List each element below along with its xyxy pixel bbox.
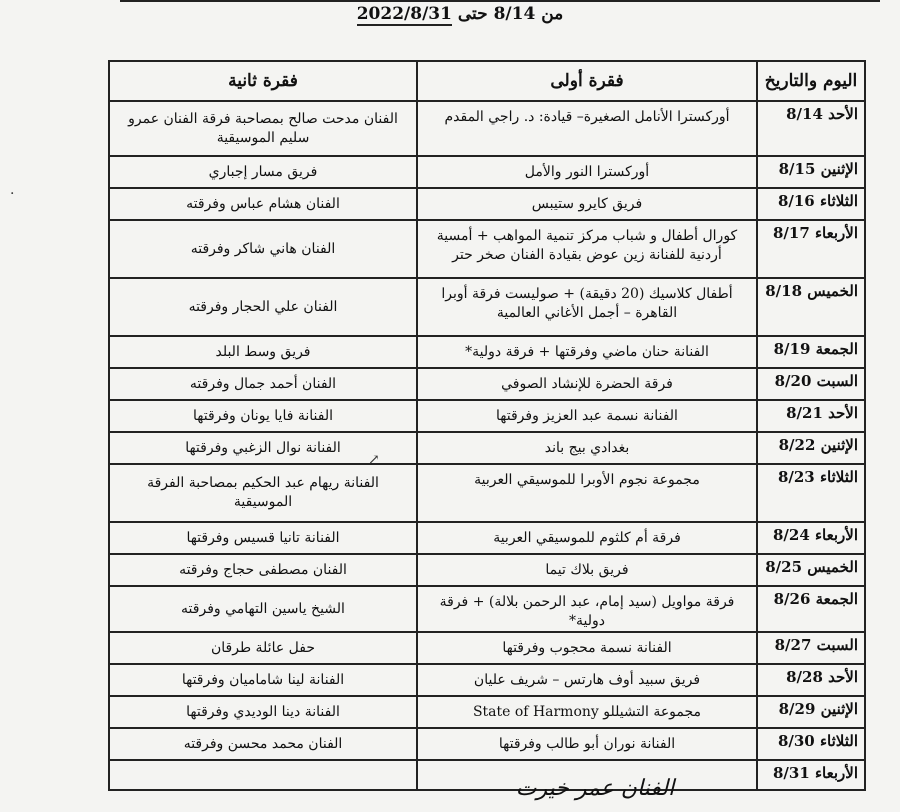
row-first-segment: فريق سبيد أوف هارتس – شريف عليان <box>417 664 757 696</box>
row-second-segment: الفنانة دينا الوديدي وفرقتها <box>109 696 417 728</box>
row-day: الأحد 8/21 <box>757 400 865 432</box>
table-row <box>109 101 865 156</box>
table-row <box>109 696 865 728</box>
table-row <box>109 220 865 278</box>
header-second-segment: فقرة ثانية <box>109 61 417 101</box>
row-first-segment: الفنانة حنان ماضي وفرقتها + فرقة دولية* <box>417 336 757 368</box>
table-row <box>109 522 865 554</box>
table-row <box>109 586 865 632</box>
row-first-segment: فرقة الحضرة للإنشاد الصوفي <box>417 368 757 400</box>
row-second-segment: الفنان مصطفى حجاج وفرقته <box>109 554 417 586</box>
row-day: الأحد 8/14 <box>757 101 865 156</box>
row-first-segment: الفنانة نسمة محجوب وفرقتها <box>417 632 757 664</box>
row-day: الخميس 8/18 <box>757 278 865 336</box>
row-first-segment: بغدادي بيج باند <box>417 432 757 464</box>
row-second-segment: الفنانة فايا يونان وفرقتها <box>109 400 417 432</box>
row-first-segment: الفنانة نوران أبو طالب وفرقتها <box>417 728 757 760</box>
row-first-segment: أوركسترا الأنامل الصغيرة– قيادة: د. راجي المقدم <box>417 101 757 156</box>
row-second-segment: الفنانة تانيا قسيس وفرقتها <box>109 522 417 554</box>
row-first-segment: الفنانة نسمة عبد العزيز وفرقتها <box>417 400 757 432</box>
date-range-from: من 8/14 <box>493 4 564 24</box>
row-first-segment: فريق بلاك تيما <box>417 554 757 586</box>
table-row <box>109 400 865 432</box>
table-row <box>109 632 865 664</box>
row-day: الإثنين 8/29 <box>757 696 865 728</box>
row-day: السبت 8/27 <box>757 632 865 664</box>
row-second-segment: الفنان مدحت صالح بمصاحبة فرقة الفنان عمرو سليم الموسيقية <box>109 101 417 156</box>
top-rule <box>120 0 880 2</box>
row-day: الثلاثاء 8/30 <box>757 728 865 760</box>
table-row <box>109 156 865 188</box>
header-day-date: اليوم والتاريخ <box>757 61 865 101</box>
table-row <box>109 554 865 586</box>
concert-schedule-table <box>108 60 866 791</box>
row-second-segment: الفنان علي الحجار وفرقته <box>109 278 417 336</box>
row-day: الإثنين 8/22 <box>757 432 865 464</box>
date-range-subtitle <box>330 4 590 30</box>
header-first-segment: فقرة أولى <box>417 61 757 101</box>
row-day: الجمعة 8/26 <box>757 586 865 632</box>
row-first-segment: فرقة مواويل (سيد إمام، عبد الرحمن بلالة) + فرقة دولية* <box>417 586 757 632</box>
row-second-segment <box>109 760 417 790</box>
table-row <box>109 432 865 464</box>
row-first-segment: فرقة أم كلثوم للموسيقي العربية <box>417 522 757 554</box>
row-second-segment: الفنان محمد محسن وفرقته <box>109 728 417 760</box>
row-second-segment: فريق وسط البلد <box>109 336 417 368</box>
table-row <box>109 278 865 336</box>
row-day: الخميس 8/25 <box>757 554 865 586</box>
row-day: الأربعاء 8/24 <box>757 522 865 554</box>
row-second-segment: الفنان هاني شاكر وفرقته <box>109 220 417 278</box>
row-day: السبت 8/20 <box>757 368 865 400</box>
pen-mark: ↗ <box>368 452 380 468</box>
table-header-row <box>109 61 865 101</box>
row-second-segment: حفل عائلة طرقان <box>109 632 417 664</box>
date-range-until: حتى <box>457 4 488 24</box>
row-second-segment: الفنان أحمد جمال وفرقته <box>109 368 417 400</box>
row-day: الثلاثاء 8/23 <box>757 464 865 522</box>
row-second-segment: الفنان هشام عباس وفرقته <box>109 188 417 220</box>
row-day: الأربعاء 8/31 <box>757 760 865 790</box>
row-day: الأربعاء 8/17 <box>757 220 865 278</box>
margin-mark: · <box>10 186 15 202</box>
row-day: الثلاثاء 8/16 <box>757 188 865 220</box>
date-range-end: 2022/8/31 <box>356 4 452 24</box>
table-row <box>109 336 865 368</box>
row-first-segment: مجموعة التشيللو State of Harmony <box>417 696 757 728</box>
handwritten-signature: الفنان عمر خيرت <box>515 776 675 801</box>
row-second-segment: الفنانة ريهام عبد الحكيم بمصاحبة الفرقة الموسيقية <box>109 464 417 522</box>
table-row <box>109 728 865 760</box>
row-second-segment: فريق مسار إجباري <box>109 156 417 188</box>
row-day: الجمعة 8/19 <box>757 336 865 368</box>
row-day: الإثنين 8/15 <box>757 156 865 188</box>
row-second-segment: الفنانة لينا شاماميان وفرقتها <box>109 664 417 696</box>
row-first-segment: مجموعة نجوم الأوبرا للموسيقي العربية <box>417 464 757 522</box>
row-first-segment: كورال أطفال و شباب مركز تنمية المواهب + أمسية أردنية للفنانة زين عوض بقيادة الفنان صخر حتر <box>417 220 757 278</box>
row-first-segment: فريق كايرو ستيبس <box>417 188 757 220</box>
table-row <box>109 464 865 522</box>
row-second-segment: الشيخ ياسين التهامي وفرقته <box>109 586 417 632</box>
row-first-segment: أوركسترا النور والأمل <box>417 156 757 188</box>
row-first-segment: أطفال كلاسيك (20 دقيقة) + صوليست فرقة أوبرا القاهرة – أجمل الأغاني العالمية <box>417 278 757 336</box>
table-row <box>109 664 865 696</box>
row-day: الأحد 8/28 <box>757 664 865 696</box>
table-row <box>109 188 865 220</box>
table-row <box>109 368 865 400</box>
row-second-segment: الفنانة نوال الزغبي وفرقتها <box>109 432 417 464</box>
